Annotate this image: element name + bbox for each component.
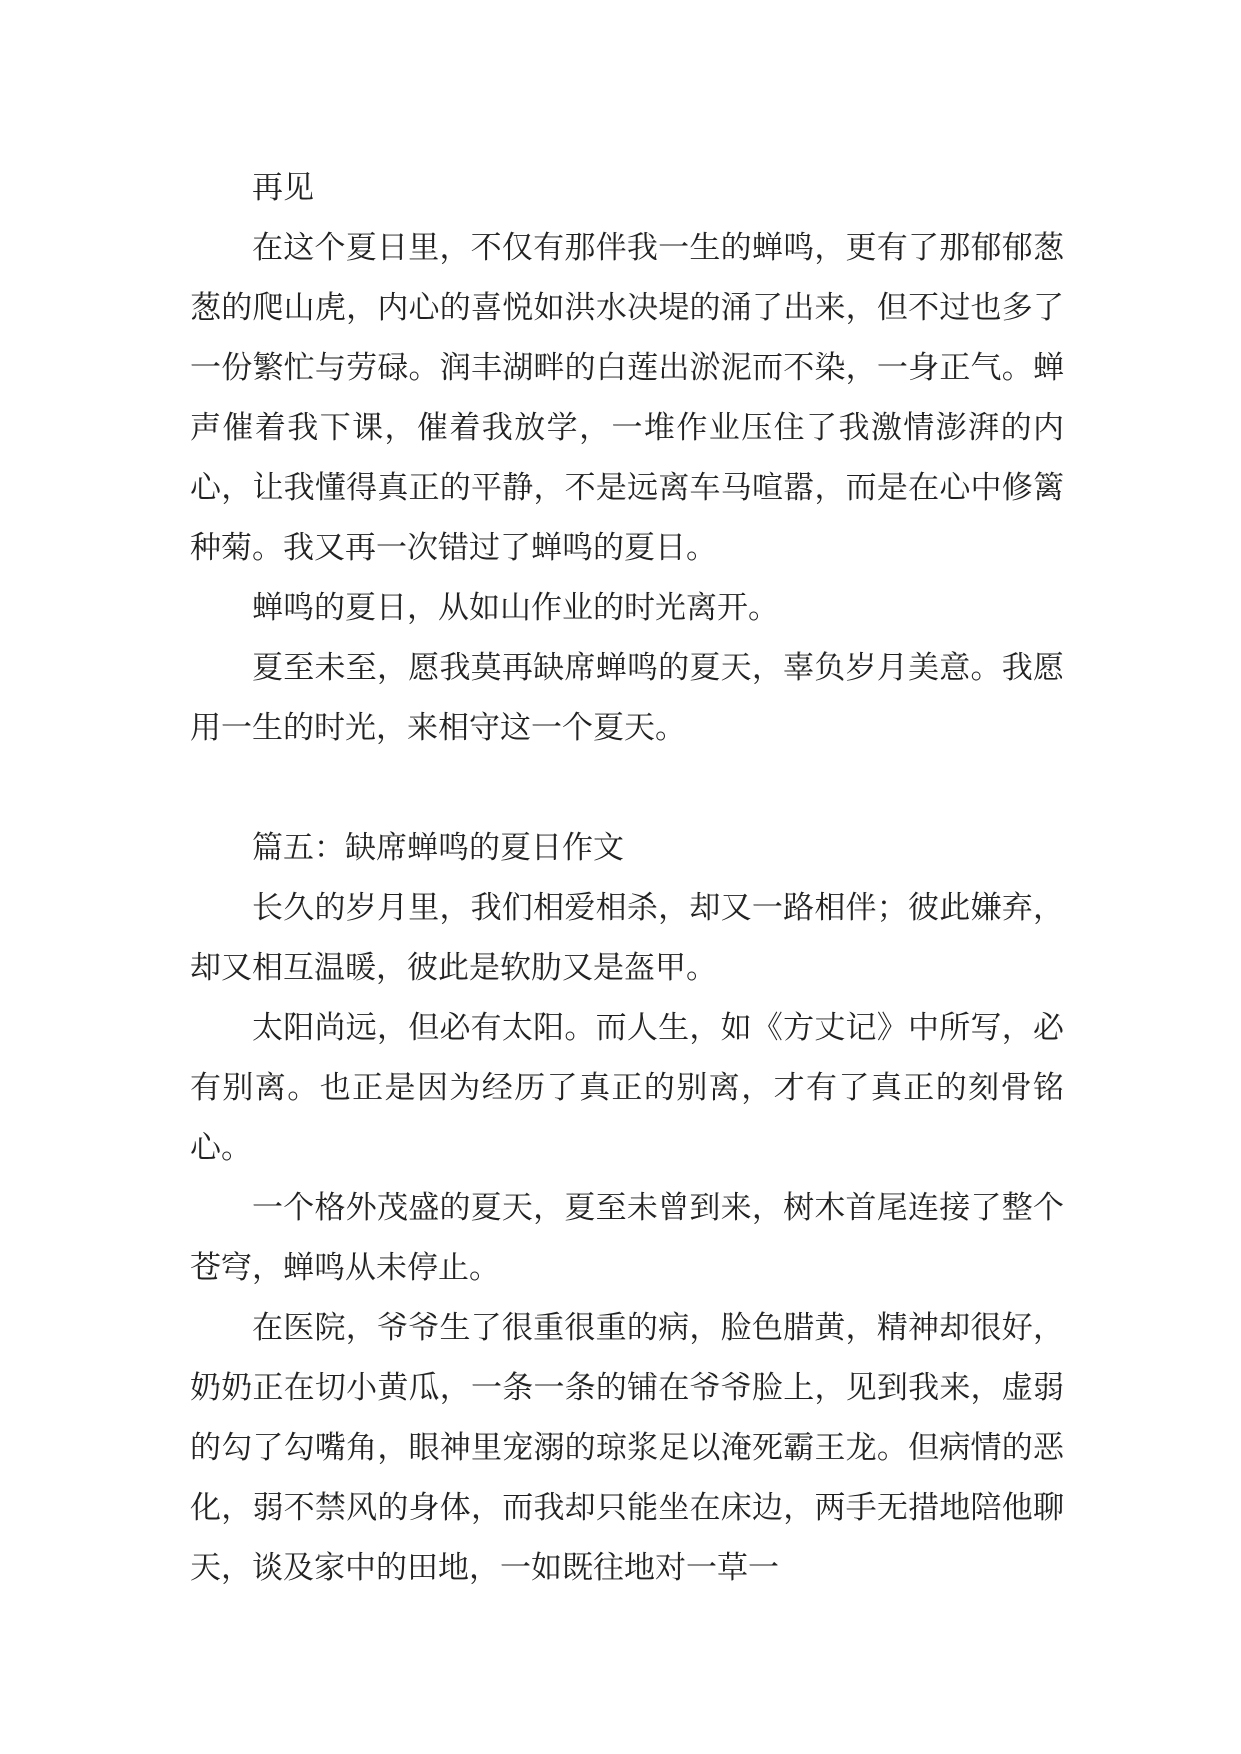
essay-body [190, 158, 1064, 1598]
paragraph: 在这个夏日里，不仅有那伴我一生的蝉鸣，更有了那郁郁葱葱的爬山虎，内心的喜悦如洪水决堤的涌了出来，但不过也多了一份繁忙与劳碌。润丰湖畔的白莲出淤泥而不染，一身正气。蝉声催着我下课，催着我放学，一堆作业压住了我激情澎湃的内心，让我懂得真正的平静，不是远离车马喧嚣，而是在心中修篱种菊。我又再一次错过了蝉鸣的夏日。 [190, 230, 1064, 566]
paragraph: 蝉鸣的夏日，从如山作业的时光离开。 [252, 590, 779, 626]
paragraph: 一个格外茂盛的夏天，夏至未曾到来，树木首尾连接了整个苍穹，蝉鸣从未停止。 [190, 1190, 1064, 1286]
section-gap [190, 758, 1064, 818]
paragraph: 长久的岁月里，我们相爱相杀，却又一路相伴；彼此嫌弃，却又相互温暖，彼此是软肋又是盔甲。 [190, 890, 1064, 986]
section-heading: 篇五：缺席蝉鸣的夏日作文 [252, 830, 624, 866]
paragraph: 在医院，爷爷生了很重很重的病，脸色腊黄，精神却很好，奶奶正在切小黄瓜，一条一条的铺在爷爷脸上，见到我来，虚弱的勾了勾嘴角，眼神里宠溺的琼浆足以淹死霸王龙。但病情的恶化，弱不禁风的身体，而我却只能坐在床边，两手无措地陪他聊天，谈及家中的田地，一如既往地对一草一 [190, 1310, 1064, 1586]
paragraph: 夏至未至，愿我莫再缺席蝉鸣的夏天，辜负岁月美意。我愿用一生的时光，来相守这一个夏天。 [190, 650, 1064, 746]
paragraph: 太阳尚远，但必有太阳。而人生，如《方丈记》中所写，必有别离。也正是因为经历了真正的别离，才有了真正的刻骨铭心。 [190, 1010, 1064, 1166]
paragraph: 再见 [252, 170, 314, 206]
